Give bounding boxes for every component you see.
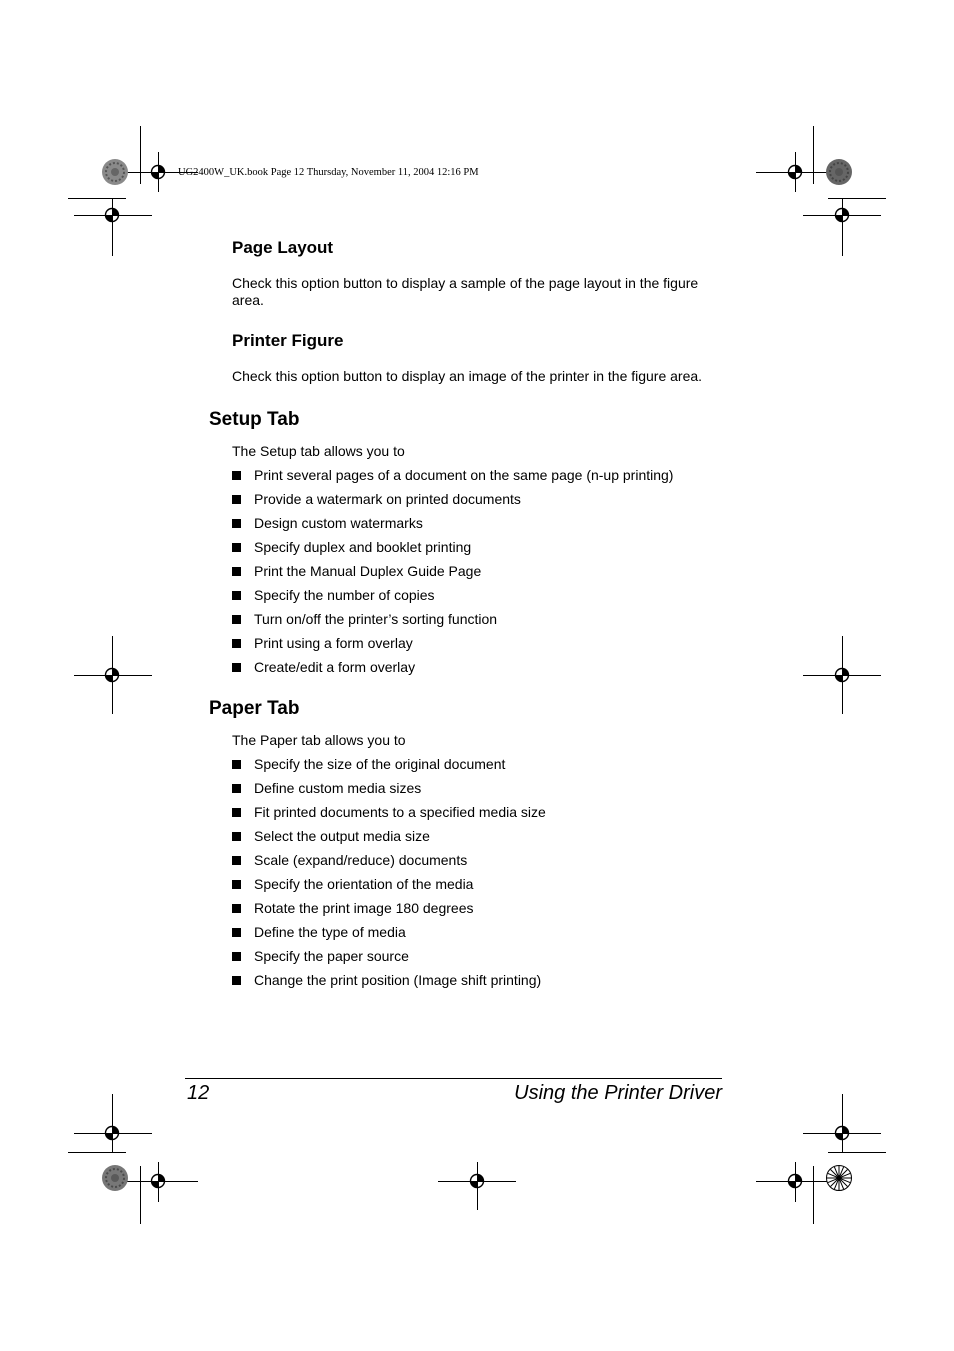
- list-item: Specify the size of the original document: [232, 752, 546, 776]
- list-item: Scale (expand/reduce) documents: [232, 848, 546, 872]
- registration-mark-icon: [834, 207, 850, 223]
- registration-mark-icon: [787, 1173, 803, 1189]
- list-item: Design custom watermarks: [232, 511, 673, 535]
- list-item: Create/edit a form overlay: [232, 655, 673, 679]
- bullet-square-icon: [232, 952, 241, 961]
- registration-mark-icon: [150, 1173, 166, 1189]
- registration-mark-icon: [104, 667, 120, 683]
- paper-tab-intro: The Paper tab allows you to: [232, 732, 406, 748]
- page-number: 12: [187, 1082, 210, 1104]
- list-item: Specify the number of copies: [232, 583, 673, 607]
- footer-rule: [185, 1078, 722, 1079]
- setup-tab-list: [232, 463, 673, 679]
- registration-mark-icon: [150, 164, 166, 180]
- bullet-square-icon: [232, 639, 241, 648]
- registration-mark-icon: [469, 1173, 485, 1189]
- bullet-square-icon: [232, 543, 241, 552]
- bullet-square-icon: [232, 591, 241, 600]
- printer-figure-heading: Printer Figure: [232, 331, 344, 350]
- star-target-icon: [826, 1165, 852, 1191]
- bullet-square-icon: [232, 760, 241, 769]
- bullet-square-icon: [232, 880, 241, 889]
- page-layout-heading: Page Layout: [232, 238, 334, 257]
- list-item: Print several pages of a document on the same page (n-up printing): [232, 463, 673, 487]
- gray-dial-icon: [826, 159, 852, 185]
- list-item: Specify duplex and booklet printing: [232, 535, 673, 559]
- list-item: Define custom media sizes: [232, 776, 546, 800]
- print-slug: UG2400W_UK.book Page 12 Thursday, November 11, 2004 12:16 PM: [178, 167, 479, 178]
- registration-mark-icon: [834, 1125, 850, 1141]
- registration-mark-icon: [104, 207, 120, 223]
- bullet-square-icon: [232, 832, 241, 841]
- registration-mark-icon: [787, 164, 803, 180]
- list-item: Specify the paper source: [232, 944, 546, 968]
- bullet-square-icon: [232, 808, 241, 817]
- bullet-square-icon: [232, 663, 241, 672]
- registration-mark-icon: [834, 667, 850, 683]
- registration-mark-icon: [104, 1125, 120, 1141]
- bullet-square-icon: [232, 928, 241, 937]
- bullet-square-icon: [232, 519, 241, 528]
- page-layout-text: Check this option button to display a sample of the page layout in the figure area.: [232, 275, 699, 308]
- bullet-square-icon: [232, 784, 241, 793]
- list-item: Provide a watermark on printed documents: [232, 487, 673, 511]
- list-item: Print using a form overlay: [232, 631, 673, 655]
- gray-dial-icon: [102, 159, 128, 185]
- setup-tab-intro: The Setup tab allows you to: [232, 443, 405, 459]
- list-item: Select the output media size: [232, 824, 546, 848]
- list-item: Turn on/off the printer’s sorting function: [232, 607, 673, 631]
- printer-figure-text: Check this option button to display an image of the printer in the figure area.: [232, 368, 703, 384]
- paper-tab-list: [232, 752, 546, 992]
- footer-title: Using the Printer Driver: [514, 1082, 722, 1104]
- paper-tab-heading: Paper Tab: [209, 698, 300, 719]
- list-item: Print the Manual Duplex Guide Page: [232, 559, 673, 583]
- list-item: Specify the orientation of the media: [232, 872, 546, 896]
- bullet-square-icon: [232, 976, 241, 985]
- bullet-square-icon: [232, 567, 241, 576]
- gray-dial-icon: [102, 1165, 128, 1191]
- bullet-square-icon: [232, 856, 241, 865]
- bullet-square-icon: [232, 495, 241, 504]
- setup-tab-heading: Setup Tab: [209, 409, 300, 430]
- bullet-square-icon: [232, 471, 241, 480]
- list-item: Fit printed documents to a specified media size: [232, 800, 546, 824]
- list-item: Define the type of media: [232, 920, 546, 944]
- bullet-square-icon: [232, 904, 241, 913]
- list-item: Rotate the print image 180 degrees: [232, 896, 546, 920]
- bullet-square-icon: [232, 615, 241, 624]
- list-item: Change the print position (Image shift printing): [232, 968, 546, 992]
